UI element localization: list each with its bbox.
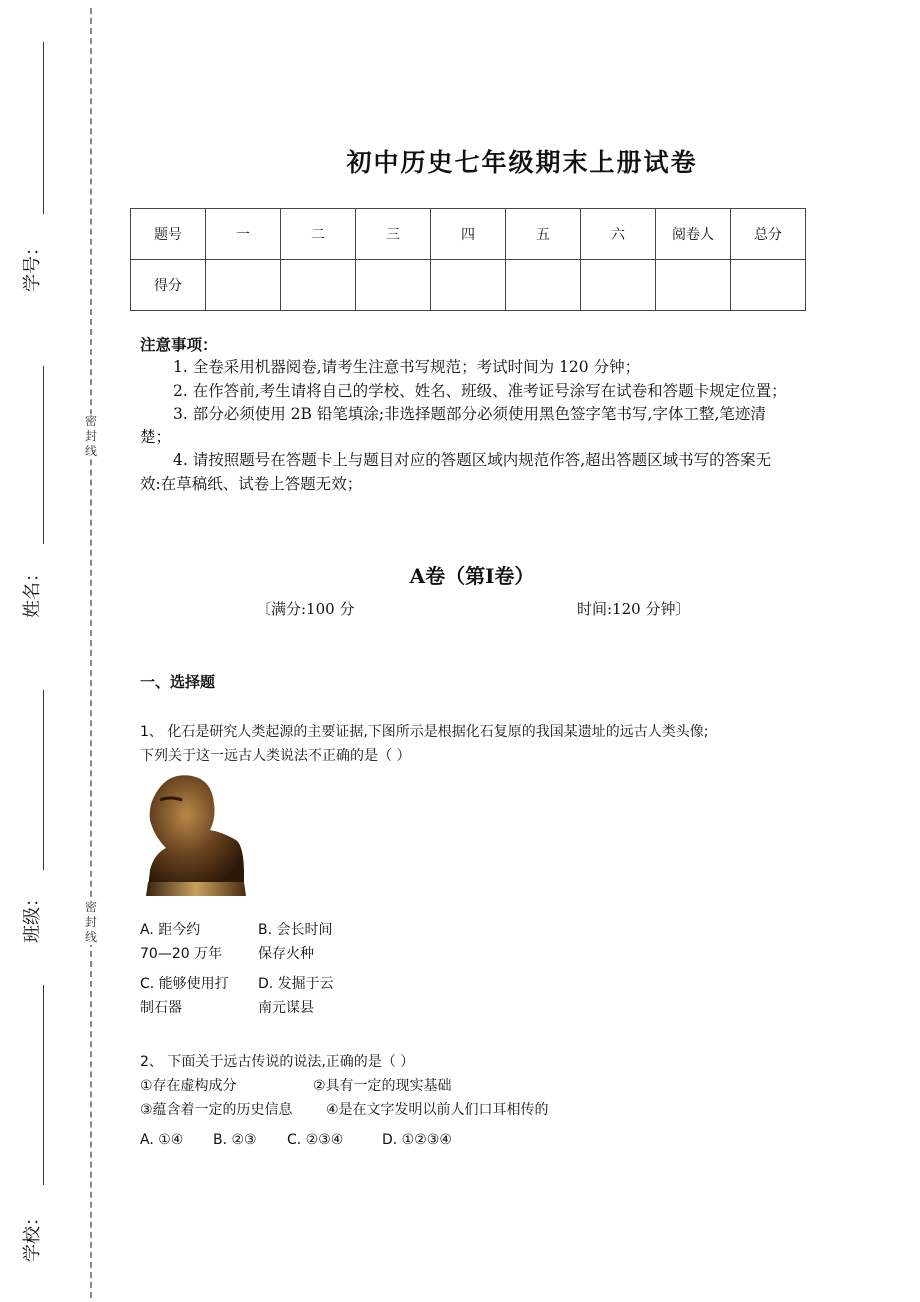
question-1-stem-line1: 1、 化石是研究人类起源的主要证据,下图所示是根据化石复原的我国某遗址的远古人类头像; [140,724,709,740]
statement-1: ①存在虚构成分 [140,1078,237,1094]
seal-text-top: 密封线 [84,414,97,458]
statement-4: ④是在文字发明以前人们口耳相传的 [326,1102,549,1118]
header-cell: 题号 [131,209,206,260]
q2-option-d: D. ①②③④ [382,1132,452,1148]
option-a-line2: 70—20 万年 [140,946,223,962]
score-cell[interactable] [731,260,806,311]
statement-3: ③蕴含着一定的历史信息 [140,1102,293,1118]
option-b-line2: 保存火种 [258,946,314,962]
option-c-line2: 制石器 [140,1000,182,1016]
seal-dashed-line [90,8,92,1298]
header-cell: 六 [581,209,656,260]
paper-title: A卷（第Ⅰ卷） [409,564,535,588]
header-cell: 阅卷人 [656,209,731,260]
header-cell: 二 [281,209,356,260]
score-cell[interactable] [656,260,731,311]
q2-option-a: A. ①④ [140,1132,184,1148]
section-title: 一、选择题 [140,673,216,691]
score-cell[interactable] [581,260,656,311]
option-b-line1: B. 会长时间 [258,922,333,938]
class-label: 班级： [22,889,43,943]
exam-time: 时间:120 分钟〕 [577,600,691,618]
notes-heading: 注意事项： [140,335,218,354]
name-label: 姓名： [22,564,43,618]
score-table [130,208,806,311]
question-1-stem-line2: 下列关于这一远古人类说法不正确的是（ ） [140,748,411,764]
score-cell[interactable] [431,260,506,311]
notes [140,333,790,496]
note-item: 1. 全卷采用机器阅卷,请考生注意书写规范；考试时间为 120 分钟； [173,358,641,377]
header-cell: 总分 [731,209,806,260]
statement-2: ②具有一定的现实基础 [313,1078,452,1094]
page-title: 初中历史七年级期末上册试卷 [346,148,698,177]
score-cell[interactable] [206,260,281,311]
seal-text-bottom: 密封线 [84,900,97,944]
school-underline [43,985,44,1185]
class-underline [43,690,44,870]
header-cell: 一 [206,209,281,260]
option-d-line1: D. 发掘于云 [258,976,334,992]
score-cell[interactable] [506,260,581,311]
question-2-stem: 2、 下面关于远古传说的说法,正确的是（ ） [140,1054,415,1070]
score-row-label: 得分 [131,260,206,311]
header-cell: 四 [431,209,506,260]
ancient-human-bust-image [140,770,248,898]
q2-option-c: C. ②③④ [287,1132,344,1148]
option-a-line1: A. 距今约 [140,922,201,938]
student-id-underline [43,42,44,214]
name-underline [43,366,44,544]
school-label: 学校： [22,1208,43,1262]
q2-option-b: B. ②③ [213,1132,257,1148]
note-item: 3. 部分必须使用 2B 铅笔填涂;非选择题部分必须使用黑色签字笔书写,字体工整,笔迹清楚； [140,404,766,447]
student-id-label: 学号： [22,238,43,292]
score-cell[interactable] [281,260,356,311]
option-d-line2: 南元谋县 [258,1000,314,1016]
note-item: 4. 请按照题号在答题卡上与题目对应的答题区域内规范作答,超出答题区域书写的答案无效:在草稿纸、试卷上答题无效； [140,451,772,493]
header-cell: 五 [506,209,581,260]
full-score: 〔满分:100 分 [256,600,355,618]
score-cell[interactable] [356,260,431,311]
header-cell: 三 [356,209,431,260]
note-item: 2. 在作答前,考生请将自己的学校、姓名、班级、准考证号涂写在试卷和答题卡规定位置； [173,381,787,400]
score-table-score-row [131,260,806,311]
score-table-header-row [131,209,806,260]
option-c-line1: C. 能够使用打 [140,976,229,992]
